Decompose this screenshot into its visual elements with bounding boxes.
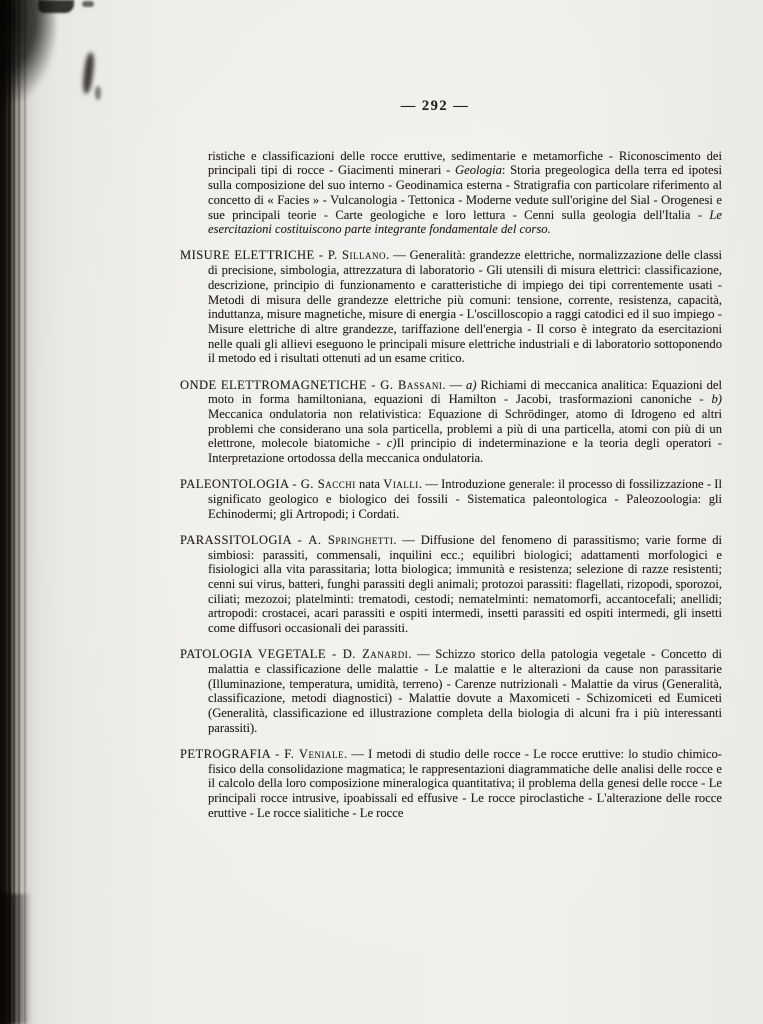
text-segment: Richiami di meccanica analitica: Equazioni del moto in forma hamiltoniana, equazioni di Hamilton - Jacobi, trasformazioni canoniche -	[208, 377, 722, 407]
text-segment: PATOLOGIA VEGETALE -	[180, 647, 343, 662]
scan-mark-top	[38, 0, 74, 13]
text-segment: b)	[711, 392, 722, 407]
text-segment: G. Bassani	[380, 377, 443, 392]
page-number: — 292 —	[400, 98, 470, 114]
text-segment: nata	[355, 477, 384, 492]
entry-paleontologia	[180, 477, 722, 521]
text-segment: . — Diffusione del fenomeno di parassitismo; varie forme di simbiosi: parassiti, commensali, inquilini ecc.; equilibri biologici; adattamenti morfologici e fisiologici alla vita parassitaria; lotta biologica; immunità e resistenza; selezione di razze resistenti; cenni sui virus, batteri, funghi parassiti degli animali; protozoi parassiti: flagellati, rizopodi, sporozoi, ciliati; mezozoi; platelminti: trematodi, cestodi; nematelminti: nematomorfi, accantocefali; anellidi; artropodi: crostacei, acari parassiti e ospiti intermedi, insetti parassiti ed ospiti intermedi, gli insetti come diffusori occasionali dei parassiti.	[208, 532, 723, 636]
text-segment: D. Zanardi	[342, 647, 409, 662]
text-segment: Le esercitazioni costituiscono parte integrante fondamentale del corso.	[208, 207, 722, 237]
entry-parassitologia	[180, 533, 722, 636]
text-segment: PARASSITOLOGIA -	[180, 532, 309, 547]
ink-smudge	[95, 86, 101, 100]
entry-onde-elettromagnetiche	[180, 378, 722, 466]
text-segment: G. Sacchi	[300, 477, 356, 492]
text-segment: A. Springhetti	[308, 532, 394, 547]
text-segment: . — Introduzione generale: il processo di fossilizzazione - Il significato geologico e biologico dei fossili - Sistematica paleontologica - Paleozoologia: gli Echinodermi; gli Artropodi; i Cordati.	[208, 477, 722, 521]
binding-streak	[8, 0, 11, 1024]
text-segment: ristiche e classificazioni delle rocce eruttive, sedimentarie e metamorfiche - Riconoscimento dei principali tipi di rocce - Giacimenti minerari -	[208, 148, 722, 178]
text-segment: PETROGRAFIA -	[180, 747, 285, 762]
text-segment: Meccanica ondulatoria non relativistica: Equazione di Schrödinger, atomo di Idrogeno ed altri problemi che considerano una sola particella, problemi a più di una particella, atomi con più di un elettrone, molecole biatomiche -	[208, 406, 722, 451]
entry-misure-elettriche	[180, 248, 722, 366]
text-segment: Geologia	[455, 163, 502, 178]
text-segment: P. Sillano	[327, 248, 387, 263]
text-segment: ONDE ELETTROMAGNETICHE -	[180, 377, 381, 392]
ink-smudge	[81, 52, 95, 95]
page-content	[180, 99, 722, 832]
text-segment: PALEONTOLOGIA -	[180, 477, 301, 492]
paragraph-geologia-continuation	[180, 149, 722, 237]
ink-blot-top-left	[0, 0, 56, 102]
text-segment: . — Schizzo storico della patologia vegetale - Concetto di malattia e classificazione delle malattie - Le malattie e le alterazioni da cause non parassitarie (Illuminazione, temperatura, umidità, terreno) - Carenze nutrizionali - Malattie da virus (Generalità, classificazione, metodi diagnostici) - Malattie dovute a Maxomiceti - Schizomiceti ed Eumiceti (Generalità, classificazione ed illustrazione completa della biologia di alcuni fra i più interessanti parassiti).	[208, 647, 722, 735]
text-segment: a)	[466, 377, 477, 392]
text-segment: Vialli	[383, 477, 419, 492]
course-list	[180, 149, 722, 821]
entry-petrografia	[180, 747, 722, 821]
text-segment: MISURE ELETTRICHE -	[180, 248, 328, 263]
text-segment: F. Veniale	[284, 747, 344, 762]
text-segment: Il principio di indeterminazione e la teoria degli operatori - Interpretazione ortodossa della meccanica ondulatoria.	[208, 436, 722, 466]
binding-streak	[13, 0, 15, 1024]
text-segment: . — Generalità: grandezze elettriche, normalizzazione delle classi di precisione, simbologia, attrezzatura di laboratorio - Gli utensili di misura elettrici: classificazione, descrizione, principio di funzionamento e caratteristiche di impiego dei tipi correntemente usati - Metodi di misura delle grandezze elettriche più comuni: tensione, corrente, resistenza, capacità, induttanza, misure magnetiche, misure di energia - L'oscilloscopio a raggi catodici ed il suo impiego - Misure elettriche di altre grandezze, tariffazione dell'energia - Il corso è integrato da esercitazioni nelle quali gli allievi eseguono le principali misure elettriche industriali e di laboratorio sottoponendo il metodo ed i risultati ottenuti ad un esame critico.	[208, 248, 722, 366]
text-segment: . — I metodi di studio delle rocce - Le rocce eruttive: lo studio chimico-fisico della consolidazione magmatica; le rappresentazioni diagrammatiche delle analisi delle rocce e il calcolo della loro composizione mineralogica quantitativa; il problema della genesi delle rocce - Le principali rocce intrusive, ipoabissali ed effusive - Le rocce piroclastiche - L'alterazione delle rocce eruttive - Le rocce sialitiche - Le rocce	[208, 747, 722, 820]
text-segment: : Storia pregeologica della terra ed ipotesi sulla composizione del suo interno - Geodinamica esterna - Stratigrafia con particolare riferimento al concetto di « Facies » - Vulcanologia - Tettonica - Moderne vedute sull'origine del Sial - Orogenesi e sue principali teorie - Carte geologiche e loro lettura - Cenni sulla geologia dell'Italia -	[208, 163, 722, 222]
scan-mark-top	[82, 1, 94, 7]
text-segment: . —	[442, 377, 467, 392]
binding-streak	[24, 0, 26, 1024]
entry-patologia-vegetale	[180, 647, 722, 735]
ink-blot-bottom-left	[0, 894, 32, 1024]
text-segment: c)	[386, 436, 397, 451]
binding-streak	[18, 0, 20, 1024]
